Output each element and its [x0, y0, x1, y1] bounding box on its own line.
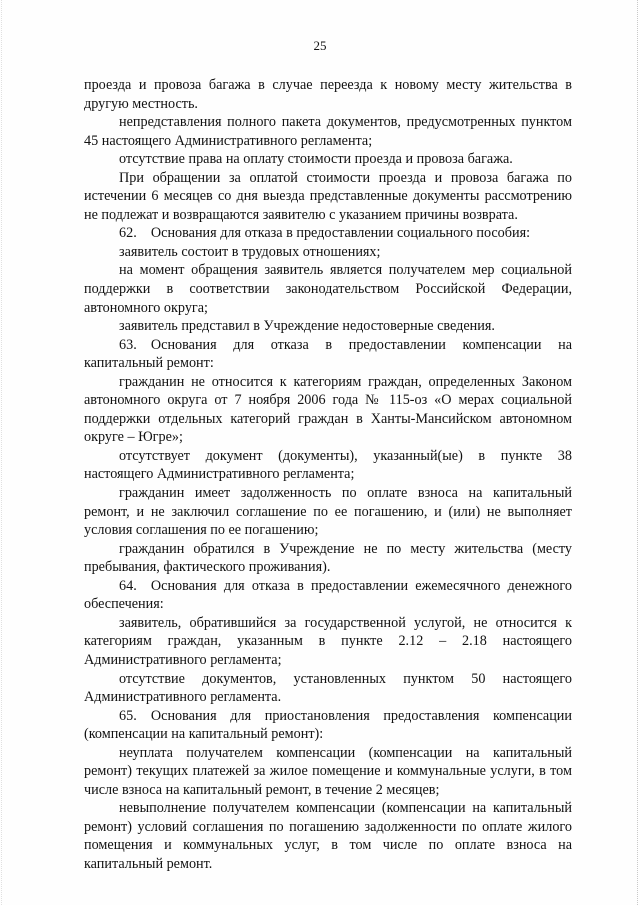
clause-65-heading: 65. Основания для приостановления предоставления компенсации (компенсации на капитальный ремонт): [84, 707, 572, 743]
clause-63-item-debt: гражданин имеет задолженность по оплате взноса на капитальный ремонт, и не заключил соглашение по ее погашению, и (или) не выполняет условия соглашения по ее погашению; [84, 485, 572, 539]
page-number: 25 [313, 38, 327, 53]
clause-65-item-agreement-breach: невыполнение получателем компенсации (компенсации на капитальный ремонт) условий соглашения по погашению задолженности по оплате жилого помещения и коммунальных услуг, в том числе по оплате взноса на капитальный ремонт. [84, 800, 572, 872]
clause-64-item-missing-documents: отсутствие документов, установленных пунктом 50 настоящего Административного регламента. [84, 670, 572, 706]
document-body [84, 76, 572, 874]
clause-63-item-category: гражданин не относится к категориям граждан, определенных Законом автономного округа от 7 ноября 2006 года № 115-оз «О мерах социальной поддержки отдельных категорий граждан в Ханты-Мансийском автономном округе – Югре»; [84, 373, 572, 446]
paragraph-continuation: проезда и провоза багажа в случае переезда к новому месту жительства в другую местность. [84, 77, 572, 112]
paragraph-six-months-rule: При обращении за оплатой стоимости проезда и провоза багажа по истечении 6 месяцев со дня выезда представленные документы рассмотрению не подлежат и возвращаются заявителю с указанием причины возврата. [84, 169, 572, 223]
page-edge-left [1, 0, 2, 905]
clause-63-item-missing-documents: отсутствует документ (документы), указанный(ые) в пункте 38 настоящего Административного регламента; [84, 447, 572, 483]
list-item-incomplete-documents: непредставления полного пакета документов, предусмотренных пунктом 45 настоящего Административного регламента; [84, 114, 572, 149]
clause-63-heading: 63. Основания для отказа в предоставлении компенсации на капитальный ремонт: [84, 336, 572, 372]
clause-62-item-employment: заявитель состоит в трудовых отношениях; [119, 243, 381, 260]
clause-62-item-support-recipient: на момент обращения заявитель является получателем мер социальной поддержки в соответствии законодательством Российской Федерации, автономного округа; [84, 262, 572, 316]
page-edge-right [637, 0, 638, 905]
clause-64-item-category: заявитель, обратившийся за государственной услугой, не относится к категориям граждан, указанным в пункте 2.12 – 2.18 настоящего Административного регламента; [84, 614, 572, 668]
list-item-no-right-to-payment: отсутствие права на оплату стоимости проезда и провоза багажа. [119, 151, 513, 168]
clause-62-heading: 62. Основания для отказа в предоставлении социального пособия: [119, 225, 531, 242]
clause-62-item-false-info: заявитель представил в Учреждение недостоверные сведения. [119, 318, 495, 335]
clause-63-item-wrong-residence: гражданин обратился в Учреждение не по месту жительства (месту пребывания, фактического проживания). [84, 540, 572, 576]
clause-64-heading: 64. Основания для отказа в предоставлении ежемесячного денежного обеспечения: [84, 577, 572, 613]
clause-65-item-non-payment: неуплата получателем компенсации (компенсации на капитальный ремонт) текущих платежей за жилое помещение и коммунальные услуги, в том числе взноса на капитальный ремонт, в течение 2 месяцев; [84, 744, 572, 798]
